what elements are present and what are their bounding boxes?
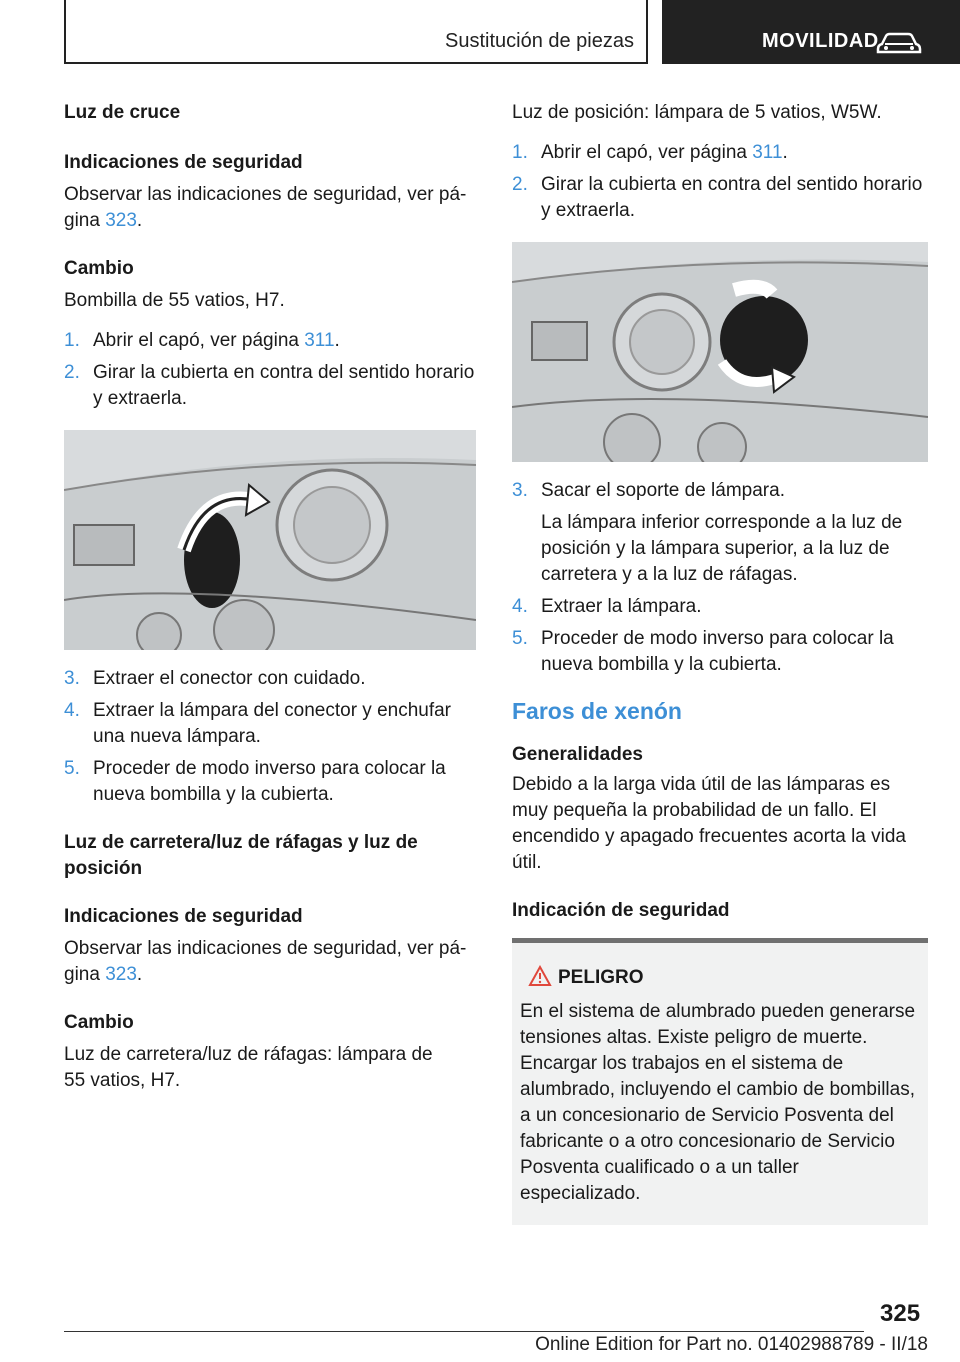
warning-triangle-icon xyxy=(528,965,552,987)
heading-safety-2: Indicaciones de seguridad xyxy=(64,906,303,927)
heading-general: Generalidades xyxy=(512,744,643,765)
steps-list xyxy=(512,140,928,224)
header-section-tab xyxy=(64,0,648,64)
heading-safety-note: Indicación de seguridad xyxy=(512,900,730,921)
warning-title: PELIGRO xyxy=(520,965,920,991)
list-item: 2. Girar la cubierta en contra del sentido horario y extraerla. xyxy=(512,174,923,221)
heading-safety: Indicaciones de seguridad xyxy=(64,152,303,173)
car-icon xyxy=(876,30,922,56)
header-section-title: Sustitución de piezas xyxy=(444,30,634,52)
footer-edition: Online Edition for Part no. 01402988789 - II/18 xyxy=(535,1334,928,1355)
list-item: 4. Extraer la lámpara del conector y enchufar una nueva lámpara. xyxy=(64,700,452,747)
paragraph-safety-2: Observar las indicaciones de seguridad, ver pá- gina 323. xyxy=(64,938,467,985)
section-title-xenon: Faros de xenón xyxy=(512,698,682,724)
list-item: 3. Extraer el conector con cuidado. xyxy=(64,668,366,689)
footer-divider xyxy=(64,1331,864,1332)
paragraph-safety: Observar las indicaciones de seguridad, ver pá- gina 323. xyxy=(64,184,467,231)
list-item-note: La lámpara inferior corresponde a la luz de posición y la lámpara superior, a la luz de carretera y a la luz de ráfagas. xyxy=(541,512,903,585)
left-column xyxy=(64,100,476,1094)
page-link-323[interactable]: 323 xyxy=(105,210,137,231)
heading-cambio-2: Cambio xyxy=(64,1012,134,1033)
list-item: 2. Girar la cubierta en contra del sentido horario y extraerla. xyxy=(64,362,475,409)
header-chapter-tab xyxy=(662,0,960,64)
page-number: 325 xyxy=(880,1300,921,1327)
list-item: 3. Sacar el soporte de lámpara. xyxy=(512,480,785,501)
heading-luz-de-cruce: Luz de cruce xyxy=(64,102,181,123)
paragraph-bulb: Bombilla de 55 vatios, H7. xyxy=(64,290,285,311)
paragraph-general: Debido a la larga vida útil de las lámparas es muy pequeña la probabilidad de un fallo. El encendido y apagado frecuentes acorta la vida útil. xyxy=(512,774,906,873)
heading-high-beam: Luz de carretera/luz de ráfagas y luz de posición xyxy=(64,832,418,879)
list-item: 5. Proceder de modo inverso para colocar la nueva bombilla y la cubierta. xyxy=(512,628,894,675)
list-item: 1. Abrir el capó, ver página 311. xyxy=(512,142,788,163)
position-light-illustration xyxy=(512,242,928,462)
position-light-drawing xyxy=(512,242,928,462)
paragraph-high-beam-bulb: Luz de carretera/luz de ráfagas: lámpara de 55 vatios, H7. xyxy=(64,1044,433,1091)
heading-cambio: Cambio xyxy=(64,258,134,279)
header-chapter-title: MOVILIDAD xyxy=(762,30,879,52)
paragraph-position-light: Luz de posición: lámpara de 5 vatios, W5W. xyxy=(512,102,882,123)
right-column xyxy=(512,100,928,1225)
steps-list-continued xyxy=(512,478,928,678)
page-link-311[interactable]: 311 xyxy=(304,330,335,351)
page-link-311[interactable]: 311 xyxy=(752,142,783,163)
danger-warning-box xyxy=(512,938,928,1225)
list-item: 4. Extraer la lámpara. xyxy=(512,596,702,617)
list-item: 1. Abrir el capó, ver página 311. xyxy=(64,330,340,351)
warning-text: En el sistema de alumbrado pueden generarse tensiones altas. Existe peligro de muerte. Encargar los trabajos en el sistema de alumbrado, incluyendo el cambio de bombillas, a un concesionario de Servicio Posventa del fabricante o a otro concesionario de Servicio Posventa cualificado o a un taller especializado. xyxy=(520,1001,916,1204)
list-item: 5. Proceder de modo inverso para colocar la nueva bombilla y la cubierta. xyxy=(64,758,446,805)
headlight-illustration xyxy=(64,430,476,650)
steps-list-continued xyxy=(64,666,476,808)
page-link-323[interactable]: 323 xyxy=(105,964,137,985)
steps-list xyxy=(64,328,476,412)
headlight-drawing xyxy=(64,430,476,650)
